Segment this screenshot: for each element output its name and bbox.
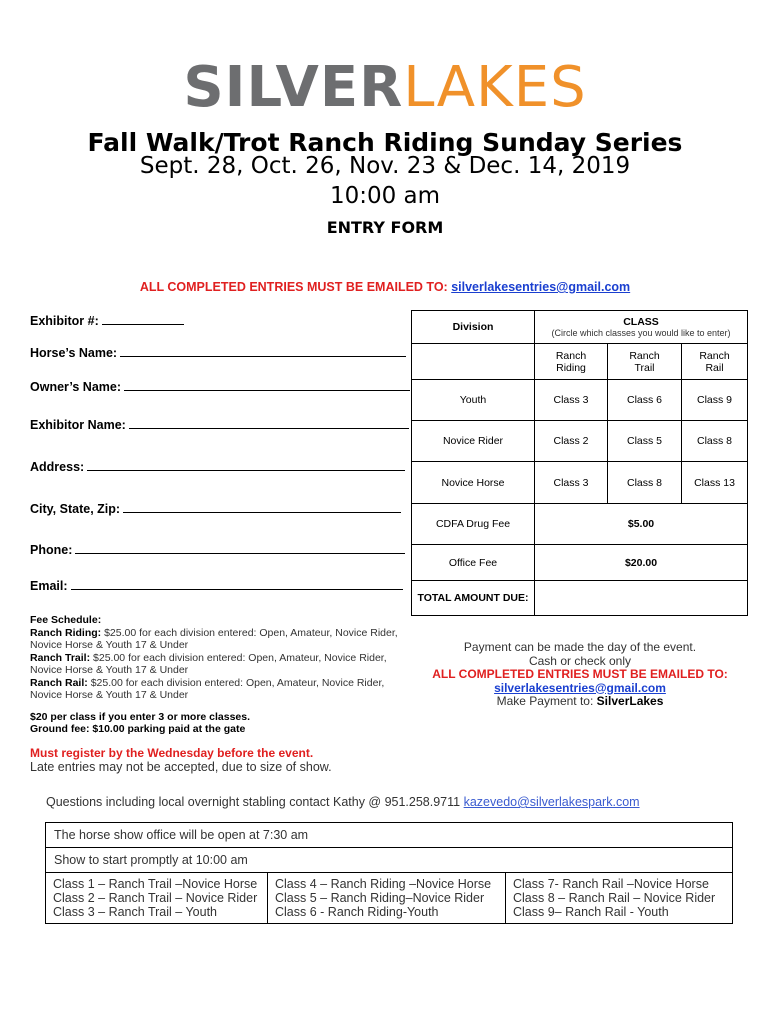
phone-label: Phone: (30, 543, 73, 557)
class-table (411, 310, 748, 616)
exhibitor-number-input[interactable] (102, 312, 184, 325)
class-list-item: Class 2 – Ranch Trail – Novice Rider (53, 891, 258, 905)
class-option[interactable]: Class 6 (608, 380, 682, 421)
col-ranch-trail-line1: Ranch (629, 349, 660, 362)
exhibitor-name-field[interactable] (30, 416, 409, 432)
city-state-zip-field[interactable] (30, 500, 401, 516)
payment-payee: SilverLakes (596, 694, 664, 708)
horse-name-label: Horse’s Name: (30, 346, 118, 360)
exhibitor-number-label: Exhibitor #: (30, 314, 99, 328)
class-list-item: Class 1 – Ranch Trail –Novice Horse (53, 877, 258, 891)
class-option[interactable]: Class 3 (535, 380, 608, 421)
class-list-item: Class 7- Ranch Rail –Novice Horse (513, 877, 709, 891)
owner-name-input[interactable] (124, 378, 410, 391)
register-deadline: Must register by the Wednesday before the event. (30, 746, 314, 760)
email-notice-text: ALL COMPLETED ENTRIES MUST BE EMAILED TO: (139, 280, 448, 294)
rail-fee-text: $25.00 for each division entered: Open, Amateur, Novice Rider, Novice Horse & Youth 17 & Under (30, 676, 385, 701)
questions-text: Questions including local overnight stabling contact Kathy @ 951.258.9711 (46, 795, 461, 809)
logo-lakes: LAKES (403, 55, 587, 120)
class-option[interactable]: Class 2 (535, 421, 608, 462)
class-header (535, 311, 748, 344)
logo-silver: SILVER (183, 55, 404, 120)
drug-fee-label: CDFA Drug Fee (412, 504, 535, 545)
trail-fee-text: $25.00 for each division entered: Open, Amateur, Novice Rider, Novice Horse & Youth 17 & Under (30, 651, 387, 676)
total-due-input[interactable] (535, 581, 748, 616)
page-title: Fall Walk/Trot Ranch Riding Sunday Series (87, 128, 683, 157)
class-option[interactable]: Class 8 (608, 462, 682, 504)
owner-name-label: Owner’s Name: (30, 380, 122, 394)
entries-email-link[interactable]: silverlakesentries@gmail.com (451, 280, 631, 294)
class-list-item: Class 9– Ranch Rail - Youth (513, 905, 669, 919)
riding-fee-label: Ranch Riding: (30, 626, 102, 639)
class-list-item: Class 4 – Ranch Riding –Novice Horse (275, 877, 492, 891)
col-ranch-riding-line1: Ranch (555, 349, 587, 362)
col-ranch-rail (682, 344, 748, 380)
exhibitor-number-field[interactable] (30, 312, 184, 328)
class-list (46, 873, 732, 923)
payment-email-link[interactable]: silverlakesentries@gmail.com (494, 680, 666, 695)
col-ranch-riding-line2: Riding (556, 361, 586, 374)
phone-input[interactable] (75, 541, 405, 554)
payment-info (420, 641, 740, 709)
phone-field[interactable] (30, 541, 405, 557)
class-option[interactable]: Class 8 (682, 421, 748, 462)
event-time: 10:00 am (329, 183, 441, 209)
payment-line1: Payment can be made the day of the event. (463, 640, 697, 654)
city-state-zip-label: City, State, Zip: (30, 502, 121, 516)
silverlakes-logo (0, 55, 770, 120)
discount-note: $20 per class if you enter 3 or more classes. (30, 711, 251, 723)
class-list-item: Class 5 – Ranch Riding–Novice Rider (275, 891, 485, 905)
exhibitor-name-label: Exhibitor Name: (30, 418, 126, 432)
horse-name-input[interactable] (120, 344, 406, 357)
fee-schedule-heading: Fee Schedule: (30, 614, 102, 626)
total-due-label: TOTAL AMOUNT DUE: (412, 581, 535, 616)
class-list-column (506, 873, 732, 923)
office-hours: The horse show office will be open at 7:30 am (46, 823, 732, 848)
col-ranch-trail-line2: Trail (634, 361, 655, 374)
payment-line2: Cash or check only (528, 653, 632, 668)
owner-name-field[interactable] (30, 378, 410, 394)
address-label: Address: (30, 460, 85, 474)
show-start: Show to start promptly at 10:00 am (46, 848, 732, 873)
exhibitor-name-input[interactable] (129, 416, 409, 429)
class-option[interactable]: Class 9 (682, 380, 748, 421)
class-list-column (46, 873, 268, 923)
col-ranch-trail (608, 344, 682, 380)
trail-fee-label: Ranch Trail: (30, 651, 91, 664)
email-input[interactable] (71, 577, 403, 590)
contact-email-link[interactable]: kazevedo@silverlakespark.com (463, 795, 640, 809)
division-header: Division (412, 311, 535, 344)
late-entries-note: Late entries may not be accepted, due to size of show. (30, 760, 332, 774)
class-list-column (268, 873, 506, 923)
class-header-instructions: (Circle which classes you would like to enter) (551, 328, 731, 338)
rail-fee-label: Ranch Rail: (30, 676, 88, 689)
address-field[interactable] (30, 458, 405, 474)
email-field[interactable] (30, 577, 403, 593)
class-option[interactable]: Class 3 (535, 462, 608, 504)
division-novice-horse: Novice Horse (412, 462, 535, 504)
fee-schedule (30, 614, 410, 702)
blank-cell (412, 344, 535, 380)
schedule-box (45, 822, 733, 924)
division-youth: Youth (412, 380, 535, 421)
class-option[interactable]: Class 13 (682, 462, 748, 504)
class-list-item: Class 6 - Ranch Riding-Youth (275, 905, 439, 919)
class-option[interactable]: Class 5 (608, 421, 682, 462)
drug-fee-amount: $5.00 (535, 504, 748, 545)
email-label: Email: (30, 579, 68, 593)
division-novice-rider: Novice Rider (412, 421, 535, 462)
office-fee-label: Office Fee (412, 545, 535, 581)
col-ranch-rail-line1: Ranch (699, 349, 730, 362)
col-ranch-rail-line2: Rail (705, 361, 724, 374)
riding-fee-text: $25.00 for each division entered: Open, Amateur, Novice Rider, Novice Horse & Youth 17 & Under (30, 626, 398, 651)
class-header-label: CLASS (623, 316, 659, 328)
class-list-item: Class 8 – Ranch Rail – Novice Rider (513, 891, 716, 905)
col-ranch-riding (535, 344, 608, 380)
form-heading: ENTRY FORM (326, 218, 444, 237)
address-input[interactable] (87, 458, 405, 471)
office-fee-amount: $20.00 (535, 545, 748, 581)
questions-contact (46, 795, 640, 809)
payment-payee-label: Make Payment to: (496, 694, 594, 708)
email-notice (0, 280, 770, 294)
class-list-item: Class 3 – Ranch Trail – Youth (53, 905, 217, 919)
horse-name-field[interactable] (30, 344, 406, 360)
event-dates: Sept. 28, Oct. 26, Nov. 23 & Dec. 14, 2019 (139, 153, 631, 179)
payment-email-notice: ALL COMPLETED ENTRIES MUST BE EMAILED TO: (432, 667, 728, 681)
city-state-zip-input[interactable] (123, 500, 401, 513)
ground-fee-note: Ground fee: $10.00 parking paid at the gate (30, 723, 246, 735)
